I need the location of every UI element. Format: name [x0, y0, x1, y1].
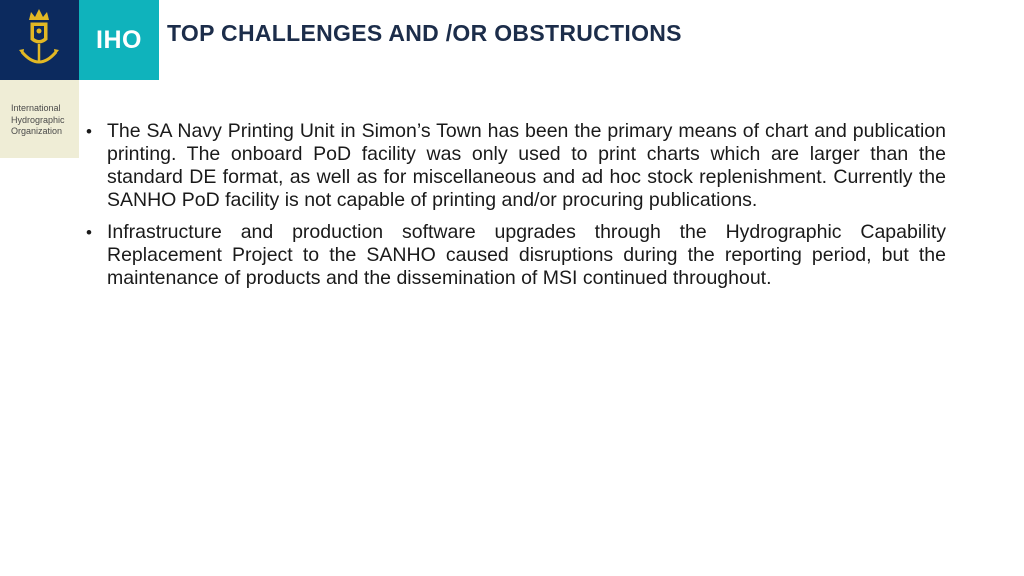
org-name-line: Organization — [11, 126, 63, 136]
organization-name — [11, 103, 77, 138]
org-name-line: Hydrographic — [11, 114, 65, 125]
bullet-item — [86, 120, 946, 212]
bullet-marker: • — [86, 223, 92, 242]
bullet-text: Infrastructure and production software upgrades through the Hydrographic Capability Replacement Project to the SANHO caused disruptions during the reporting period, but the maintenance of products and the dissemination of MSI continued throughout. — [107, 221, 946, 289]
iho-emblem — [0, 0, 79, 80]
bullet-text: The SA Navy Printing Unit in Simon’s Town has been the primary means of chart and publication printing. The onboard PoD facility was only used to print charts which are larger than the standard DE format, as well as for miscellaneous and ad hoc stock replenishment. Currently the SANHO PoD facility is not capable of printing and/or procuring publications. — [107, 120, 946, 211]
bullet-marker: • — [86, 122, 92, 141]
slide-title: TOP CHALLENGES AND /OR OBSTRUCTIONS — [167, 20, 682, 46]
org-name-line: International — [11, 103, 61, 113]
bullet-item — [86, 221, 946, 290]
bullet-list — [86, 120, 946, 299]
iho-acronym-logo: IHO — [79, 0, 159, 80]
anchor-crown-emblem-icon — [0, 0, 79, 80]
